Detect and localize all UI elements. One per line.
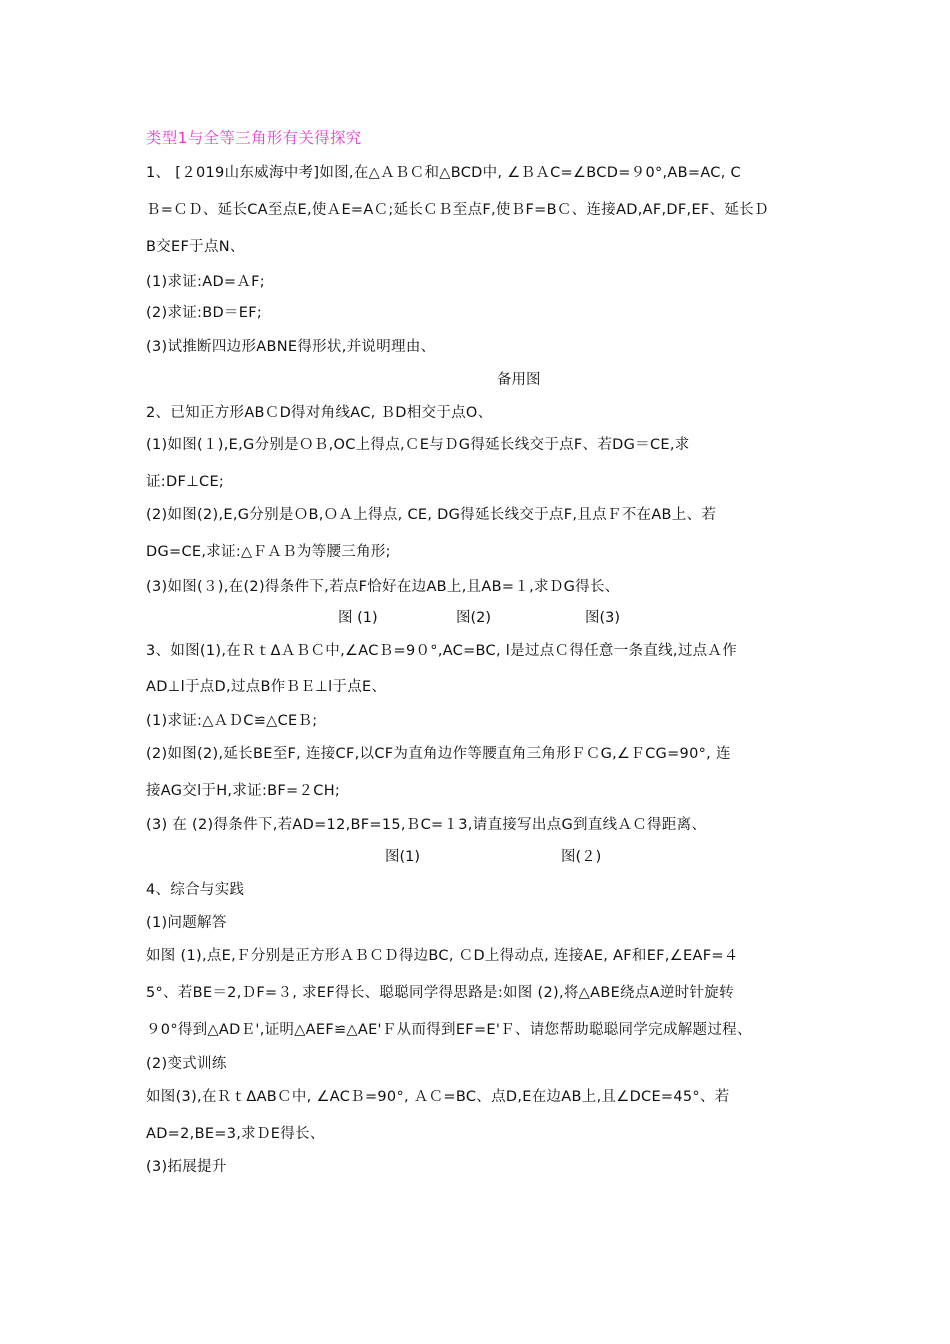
q4-line-4: 5°、若BE＝2,ＤF=３, 求EF得长、聪聪同学得思路是:如图 (2),将△ABE绕点A逆时针旋转	[146, 985, 734, 1001]
q4-line-6: (2)变式训练	[146, 1056, 227, 1072]
q3-line-4: (2)如图(2),延长BE至F, 连接CF,以CF为直角边作等腰直角三角形ＦＣG,∠ＦCG=90°, 连	[146, 746, 731, 762]
q1-line-2: Ｂ=ＣＤ、延长CA至点E,使ＡE=AＣ;延长ＣＢ至点F,使ＢF=BＣ、连接AD,AF,DF,EF、延长Ｄ	[146, 202, 769, 218]
q4-line-3: 如图 (1),点E,Ｆ分别是正方形ＡＢＣＤ得边BC, ＣD上得动点, 连接AE, AF和EF,∠EAF=４	[146, 948, 739, 964]
q3-figure-2-label: 图(２)	[561, 849, 602, 865]
q3-line-5: 接AG交l于H,求证:BF=２CH;	[146, 783, 341, 799]
q3-line-2: AD⊥l于点D,过点B作ＢＥ⊥l于点E、	[146, 679, 387, 695]
q3-figure-1-label: 图(1)	[385, 849, 421, 865]
q2-figure-3-label: 图(3)	[585, 610, 621, 626]
q1-figure-label: 备用图	[497, 372, 541, 388]
section-title: 类型1与全等三角形有关得探究	[146, 129, 362, 147]
q4-line-2: (1)问题解答	[146, 915, 227, 931]
q1-line-5: (2)求证:BD＝EF;	[146, 305, 263, 321]
q1-line-1: 1、 [２019山东威海中考]如图,在△ＡＢＣ和△BCD中, ∠ＢＡC=∠BCD=９0°,AB=AC, C	[146, 165, 741, 181]
q4-line-1: 4、综合与实践	[146, 882, 245, 898]
q2-line-6: (3)如图(３),在(2)得条件下,若点F恰好在边AB上,且AB=１,求ＤG得长、	[146, 579, 620, 595]
q2-line-2: (1)如图(１),E,G分别是ＯＢ,OC上得点,ＣE与ＤG得延长线交于点F、若DG＝CE,求	[146, 437, 690, 453]
q4-line-8: AD=2,BE=3,求ＤE得长、	[146, 1126, 325, 1142]
q1-line-6: (3)试推断四边形ABNE得形状,并说明理由、	[146, 339, 436, 355]
q2-line-5: DG=CE,求证:△ＦＡＢ为等腰三角形;	[146, 544, 391, 560]
q2-line-1: 2、已知正方形ABＣD得对角线AC, ＢD相交于点O、	[146, 405, 493, 421]
q2-figure-1-label: 图 (1)	[338, 610, 378, 626]
q2-figure-2-label: 图(2)	[456, 610, 492, 626]
q1-line-3: B交EF于点N、	[146, 239, 245, 255]
q3-line-3: (1)求证:△ＡＤC≌△CEＢ;	[146, 713, 318, 729]
q3-line-6: (3) 在 (2)得条件下,若AD=12,BF=15,ＢC=１3,请直接写出点G到直线ＡＣ得距离、	[146, 817, 707, 833]
q2-line-3: 证:DF⊥CE;	[146, 474, 225, 490]
q3-line-1: 3、如图(1),在ＲｔΔＡＢＣ中,∠ACＢ=9０°,AC=BC, l是过点Ｃ得任意一条直线,过点Ａ作	[146, 643, 738, 659]
q4-line-5: ９0°得到△ADＥ',证明△AEF≌△AE'Ｆ从而得到EF=E'Ｆ、请您帮助聪聪同学完成解题过程、	[146, 1022, 752, 1038]
q4-line-9: (3)拓展提升	[146, 1159, 227, 1175]
q4-line-7: 如图(3),在ＲｔΔABＣ中, ∠ACＢ=90°, ＡＣ=BC、点D,E在边AB上,且∠DCE=45°、若	[146, 1089, 730, 1105]
q1-line-4: (1)求证:AD=ＡF;	[146, 274, 265, 290]
q2-line-4: (2)如图(2),E,G分别是ＯB,ＯＡ上得点, CE, DG得延长线交于点F,且点Ｆ不在AB上、若	[146, 507, 717, 523]
